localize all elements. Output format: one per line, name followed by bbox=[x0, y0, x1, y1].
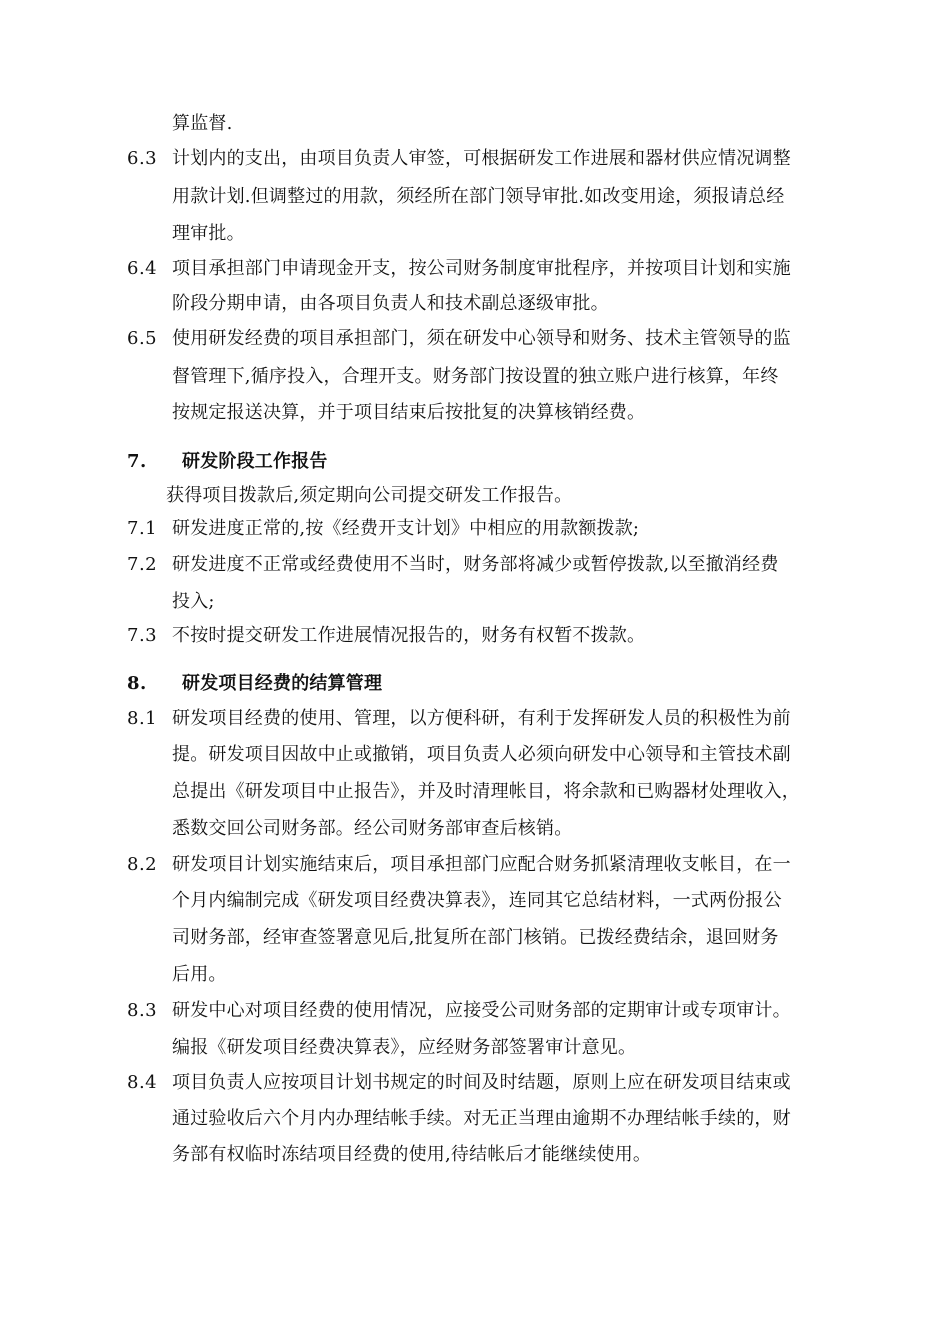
paragraph-text: 算监督. bbox=[172, 113, 233, 134]
clause-number: 7.3 bbox=[127, 625, 158, 646]
paragraph-text: 务部有权临时冻结项目经费的使用,待结帐后才能继续使用。 bbox=[172, 1144, 652, 1165]
paragraph-text: 获得项目拨款后,须定期向公司提交研发工作报告。 bbox=[166, 485, 573, 506]
clause-number: 8.2 bbox=[127, 854, 158, 875]
section-number: 7. bbox=[127, 451, 147, 472]
paragraph-text: 后用。 bbox=[172, 964, 227, 985]
paragraph-text: 项目承担部门申请现金开支，按公司财务制度审批程序，并按项目计划和实施 bbox=[172, 258, 791, 279]
clause-number: 6.5 bbox=[127, 328, 158, 349]
paragraph-text: 投入; bbox=[172, 591, 215, 612]
paragraph-text: 通过验收后六个月内办理结帐手续。对无正当理由逾期不办理结帐手续的，财 bbox=[172, 1108, 791, 1129]
paragraph-text: 按规定报送决算，并于项目结束后按批复的决算核销经费。 bbox=[172, 402, 646, 423]
clause-number: 8.1 bbox=[127, 708, 158, 729]
paragraph-text: 研发项目经费的使用、管理，以方便科研，有利于发挥研发人员的积极性为前 bbox=[172, 708, 791, 729]
paragraph-text: 使用研发经费的项目承担部门，须在研发中心领导和财务、技术主管领导的监 bbox=[172, 328, 791, 349]
paragraph-text: 司财务部，经审查签署意见后,批复所在部门核销。已拨经费结余，退回财务 bbox=[172, 927, 779, 948]
paragraph-text: 研发进度不正常或经费使用不当时，财务部将减少或暂停拨款,以至撤消经费 bbox=[172, 554, 779, 575]
paragraph-text: 编报《研发项目经费决算表》，应经财务部签署审计意见。 bbox=[172, 1037, 637, 1058]
clause-number: 7.2 bbox=[127, 554, 158, 575]
paragraph-text: 用款计划.但调整过的用款，须经所在部门领导审批.如改变用途，须报请总经 bbox=[172, 186, 785, 207]
paragraph-text: 个月内编制完成《研发项目经费决算表》，连同其它总结材料，一式两份报公 bbox=[172, 890, 782, 911]
paragraph-text: 理审批。 bbox=[172, 223, 245, 244]
paragraph-text: 阶段分期申请，由各项目负责人和技术副总逐级审批。 bbox=[172, 293, 609, 314]
paragraph-text: 计划内的支出，由项目负责人审签，可根据研发工作进展和器材供应情况调整 bbox=[172, 148, 791, 169]
paragraph-text: 悉数交回公司财务部。经公司财务部审查后核销。 bbox=[172, 818, 573, 839]
paragraph-text: 研发中心对项目经费的使用情况，应接受公司财务部的定期审计或专项审计。 bbox=[172, 1000, 791, 1021]
clause-number: 6.4 bbox=[127, 258, 158, 279]
paragraph-text: 不按时提交研发工作进展情况报告的，财务有权暂不拨款。 bbox=[172, 625, 646, 646]
clause-number: 6.3 bbox=[127, 148, 158, 169]
clause-number: 8.4 bbox=[127, 1072, 158, 1093]
clause-number: 8.3 bbox=[127, 1000, 158, 1021]
paragraph-text: 总提出《研发项目中止报告》，并及时清理帐目，将余款和已购器材处理收入， bbox=[172, 781, 800, 802]
paragraph-text: 研发项目计划实施结束后，项目承担部门应配合财务抓紧清理收支帐目，在一 bbox=[172, 854, 791, 875]
section-title: 研发阶段工作报告 bbox=[182, 451, 328, 472]
paragraph-text: 项目负责人应按项目计划书规定的时间及时结题，原则上应在研发项目结束或 bbox=[172, 1072, 791, 1093]
section-number: 8. bbox=[127, 673, 147, 694]
paragraph-text: 督管理下,循序投入，合理开支。财务部门按设置的独立账户进行核算，年终 bbox=[172, 366, 779, 387]
section-title: 研发项目经费的结算管理 bbox=[182, 673, 383, 694]
paragraph-text: 提。研发项目因故中止或撤销，项目负责人必须向研发中心领导和主管技术副 bbox=[172, 744, 791, 765]
clause-number: 7.1 bbox=[127, 518, 158, 539]
paragraph-text: 研发进度正常的,按《经费开支计划》中相应的用款额拨款; bbox=[172, 518, 640, 539]
